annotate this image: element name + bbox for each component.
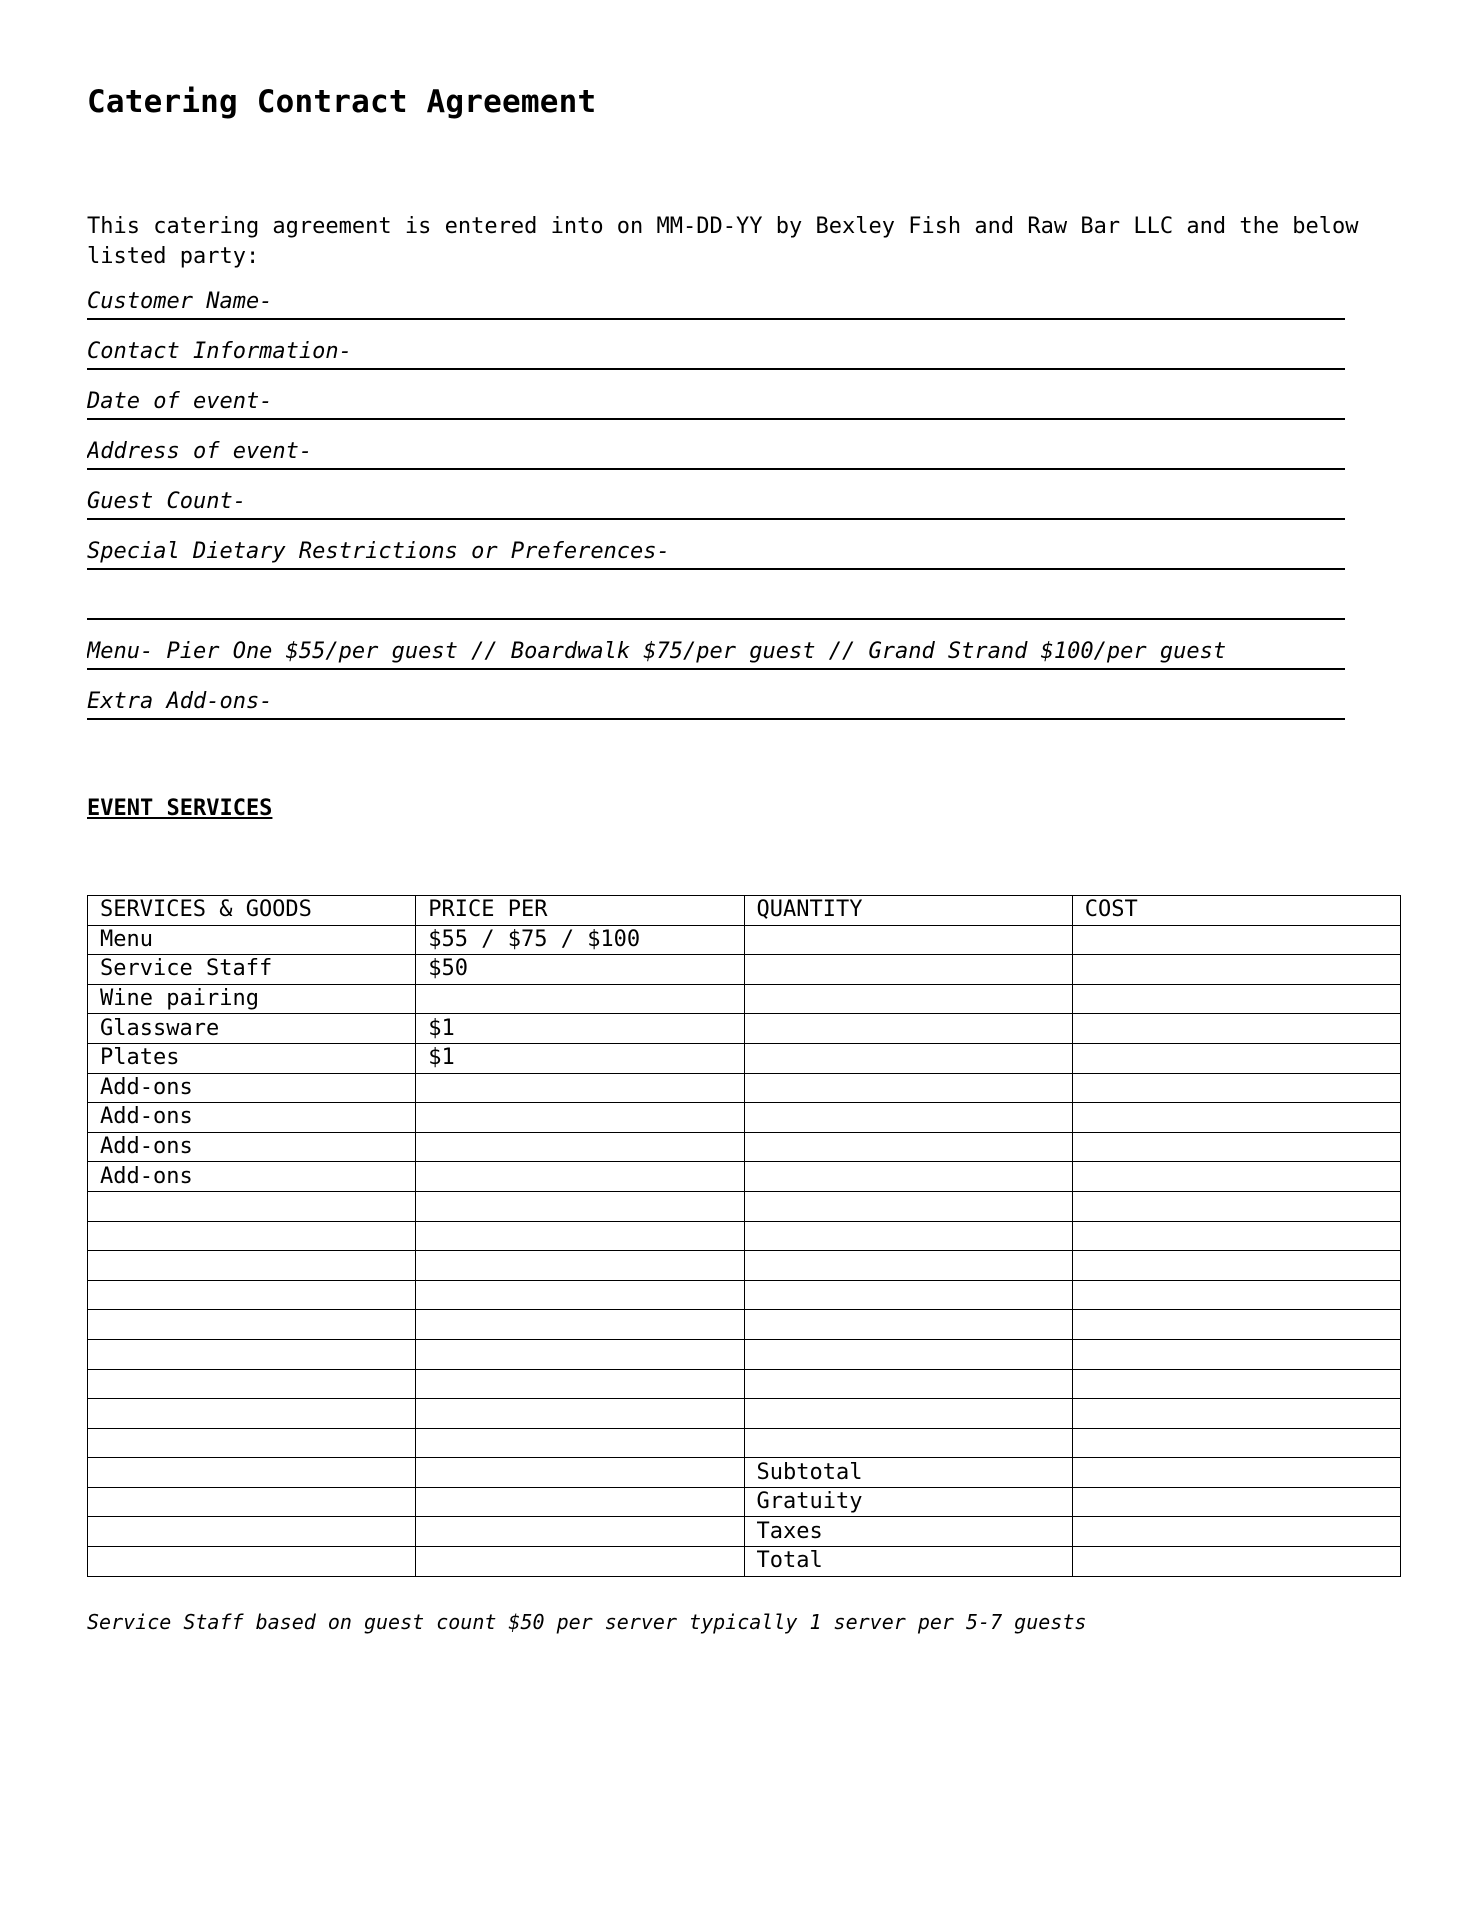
table-cell[interactable] [1072,1458,1400,1488]
table-header-cell: COST [1072,896,1400,926]
table-cell[interactable] [744,1014,1072,1044]
table-cell[interactable] [1072,1369,1400,1399]
table-cell[interactable] [416,1547,744,1577]
table-cell[interactable] [1072,1517,1400,1547]
table-cell[interactable] [1072,1162,1400,1192]
table-cell: Add-ons [88,1103,416,1133]
services-table [87,895,1401,1577]
table-cell[interactable] [88,1310,416,1340]
table-row [88,925,1401,955]
date-of-event-label: Date of event- [87,389,273,414]
table-cell: Gratuity [744,1487,1072,1517]
table-cell[interactable] [88,1428,416,1458]
table-cell[interactable] [1072,1103,1400,1133]
table-cell[interactable] [416,1280,744,1310]
table-cell[interactable] [88,1517,416,1547]
table-cell: Subtotal [744,1458,1072,1488]
extra-addons-label: Extra Add-ons- [87,689,273,714]
table-cell: Add-ons [88,1132,416,1162]
contact-information-field[interactable] [87,336,1345,370]
table-cell[interactable] [416,1191,744,1221]
table-cell[interactable] [416,1073,744,1103]
table-row [88,1162,1401,1192]
table-cell[interactable] [1072,1221,1400,1251]
customer-name-field[interactable] [87,286,1345,320]
table-cell[interactable] [1072,1547,1400,1577]
table-cell: Glassware [88,1014,416,1044]
date-of-event-field[interactable] [87,386,1345,420]
table-row [88,1428,1401,1458]
table-cell[interactable] [744,1221,1072,1251]
table-cell[interactable] [744,1043,1072,1073]
table-cell[interactable] [88,1369,416,1399]
menu-label: Menu- Pier One $55/per guest // Boardwalk $75/per guest // Grand Strand $100/per guest [87,639,1227,664]
table-cell[interactable] [744,1251,1072,1281]
table-cell[interactable] [88,1487,416,1517]
page-title: Catering Contract Agreement [87,84,597,120]
table-cell: Service Staff [88,955,416,985]
table-row [88,1043,1401,1073]
table-row [88,1339,1401,1369]
table-row [88,1103,1401,1133]
table-cell[interactable] [1072,1043,1400,1073]
table-cell[interactable] [1072,1310,1400,1340]
table-row [88,1458,1401,1488]
table-cell[interactable] [1072,1073,1400,1103]
table-cell: Menu [88,925,416,955]
table-header-row [88,896,1401,926]
table-cell[interactable] [1072,1251,1400,1281]
table-cell[interactable] [416,1103,744,1133]
table-cell[interactable] [88,1458,416,1488]
table-cell[interactable] [88,1280,416,1310]
table-row [88,1310,1401,1340]
address-of-event-label: Address of event- [87,439,313,464]
table-cell[interactable] [1072,955,1400,985]
address-of-event-field[interactable] [87,436,1345,470]
table-header-cell: QUANTITY [744,896,1072,926]
guest-count-field[interactable] [87,486,1345,520]
table-cell[interactable] [416,1221,744,1251]
table-cell[interactable] [416,1428,744,1458]
dietary-continuation-line[interactable] [87,618,1345,620]
table-cell[interactable] [88,1251,416,1281]
table-cell[interactable] [416,1132,744,1162]
table-row [88,1487,1401,1517]
table-cell[interactable] [416,1162,744,1192]
table-row [88,1191,1401,1221]
table-cell: Add-ons [88,1162,416,1192]
table-header-cell: SERVICES & GOODS [88,896,416,926]
table-cell: Taxes [744,1517,1072,1547]
table-cell[interactable] [744,1280,1072,1310]
service-staff-footnote: Service Staff based on guest count $50 per server typically 1 server per 5-7 guests [87,1610,1087,1634]
table-cell[interactable] [744,1103,1072,1133]
table-cell[interactable] [1072,1399,1400,1429]
table-row [88,1280,1401,1310]
table-cell[interactable] [1072,1339,1400,1369]
table-cell[interactable] [416,1399,744,1429]
table-cell[interactable] [416,1339,744,1369]
table-cell: $1 [416,1043,744,1073]
table-cell[interactable] [1072,1014,1400,1044]
table-cell: Add-ons [88,1073,416,1103]
table-cell[interactable] [1072,1191,1400,1221]
extra-addons-field[interactable] [87,686,1345,720]
table-row [88,1014,1401,1044]
table-cell[interactable] [744,1399,1072,1429]
table-cell[interactable] [416,1251,744,1281]
table-cell[interactable] [744,1339,1072,1369]
customer-name-label: Customer Name- [87,289,273,314]
table-cell[interactable] [416,1487,744,1517]
table-row [88,1073,1401,1103]
table-cell: $1 [416,1014,744,1044]
table-row [88,1251,1401,1281]
table-cell[interactable] [416,1369,744,1399]
section-title-event-services: EVENT SERVICES [87,796,273,821]
dietary-restrictions-label: Special Dietary Restrictions or Preferences- [87,539,670,564]
table-row [88,1517,1401,1547]
table-row [88,1132,1401,1162]
table-cell[interactable] [1072,925,1400,955]
table-cell[interactable] [744,1191,1072,1221]
intro-paragraph: This catering agreement is entered into on MM-DD-YY by Bexley Fish and Raw Bar LLC and the below listed party: [87,214,1359,269]
table-cell[interactable] [416,1517,744,1547]
table-cell[interactable] [744,1073,1072,1103]
table-header-cell: PRICE PER [416,896,744,926]
table-cell: Wine pairing [88,984,416,1014]
table-row [88,984,1401,1014]
table-cell[interactable] [1072,984,1400,1014]
table-cell[interactable] [88,1339,416,1369]
table-cell[interactable] [744,955,1072,985]
table-row [88,1399,1401,1429]
table-cell[interactable] [744,1369,1072,1399]
table-cell[interactable] [1072,1280,1400,1310]
table-cell[interactable] [416,1310,744,1340]
table-cell[interactable] [744,1132,1072,1162]
table-cell[interactable] [416,1458,744,1488]
guest-count-label: Guest Count- [87,489,246,514]
table-cell[interactable] [416,984,744,1014]
table-cell[interactable] [744,1162,1072,1192]
table-cell[interactable] [88,1191,416,1221]
table-cell[interactable] [744,1310,1072,1340]
dietary-restrictions-field[interactable] [87,536,1345,570]
table-cell[interactable] [88,1547,416,1577]
table-cell[interactable] [744,984,1072,1014]
table-cell: Total [744,1547,1072,1577]
table-row [88,1547,1401,1577]
table-cell[interactable] [744,925,1072,955]
table-cell[interactable] [88,1399,416,1429]
table-cell[interactable] [1072,1487,1400,1517]
menu-field[interactable] [87,636,1345,670]
table-row [88,1369,1401,1399]
table-cell[interactable] [744,1428,1072,1458]
table-cell: $55 / $75 / $100 [416,925,744,955]
table-cell[interactable] [1072,1132,1400,1162]
table-row [88,955,1401,985]
table-cell: $50 [416,955,744,985]
table-row [88,1221,1401,1251]
contact-information-label: Contact Information- [87,339,352,364]
table-cell[interactable] [88,1221,416,1251]
table-cell[interactable] [1072,1428,1400,1458]
table-cell: Plates [88,1043,416,1073]
